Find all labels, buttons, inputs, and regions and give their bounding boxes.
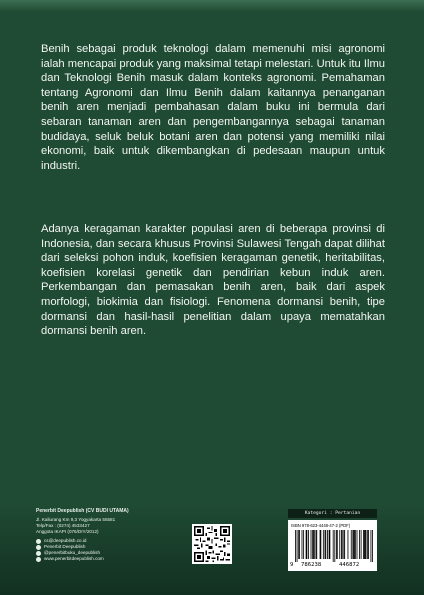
isbn-barcode bbox=[288, 520, 377, 571]
qr-code bbox=[192, 524, 232, 564]
top-band bbox=[0, 0, 424, 12]
publisher-phone: Telp/Fax : (0274) 4533427 bbox=[36, 523, 90, 528]
publisher-address: Jl. Kaliurang Km 9,3 Yogyakarta 55581 bbox=[36, 517, 116, 522]
category-label: Kategori : Pertanian bbox=[288, 509, 377, 518]
synopsis-paragraph-2: Adanya keragaman karakter populasi aren di beberapa provinsi di Indonesia, dan secara khusus Provinsi Sulawesi Tengah dapat dilihat dari seleksi pohon induk, koefisien keragaman genetik, heritabilitas, koefisien korelasi genetik dan pendirian kebun induk aren. Perkembangan dan pemasakan benih aren, baik dari aspek morfologi, biokimia dan fisiologi. Fenomena dormansi benih, tipe dormansi dan hasil-hasil penelitian dalam upaya mematahkan dormansi benih aren. bbox=[41, 223, 385, 338]
publisher-info bbox=[36, 508, 186, 562]
instagram-icon bbox=[36, 551, 41, 556]
synopsis-paragraph-1: Benih sebagai produk teknologi dalam memenuhi misi agronomi ialah mencapai produk yang maksimal tetapi melestari. Untuk itu Ilmu dan Teknologi Benih masuk dalam konteks agronomi. Pemahaman tentang Agronomi dan Ilmu Benih dalam kaitannya penanganan benih aren menjadi pembahasan dalam buku ini bermula dari sebaran tanaman aren dan pengembangannya sebagai tanaman budidaya, seluk beluk botani aren dan potensi yang memiliki nilai ekonomi, baik untuk dikembangkan di pedesaan maupun untuk industri. bbox=[41, 43, 385, 172]
globe-icon bbox=[36, 557, 41, 562]
facebook-icon bbox=[36, 545, 41, 550]
publisher-instagram: @penerbitbuku_deepublish bbox=[44, 550, 101, 555]
isbn-label: ISBN 978-623-4448-47-2 (PDF) bbox=[291, 523, 351, 528]
publisher-website: www.penerbitdeepublish.com bbox=[44, 556, 104, 561]
isbn-group-2: 446872 bbox=[339, 562, 360, 568]
publisher-name: Penerbit Deepublish (CV BUDI UTAMA) bbox=[36, 508, 129, 514]
publisher-facebook: Penerbit Deepublish bbox=[44, 544, 86, 549]
isbn-digit-first: 9 bbox=[290, 562, 294, 568]
email-icon bbox=[36, 539, 41, 544]
isbn-group-1: 786238 bbox=[301, 562, 322, 568]
publisher-email: cs@deepublish.co.id bbox=[44, 538, 87, 543]
publisher-member: Anggota IKAPI (076/DIY/2012) bbox=[36, 529, 99, 534]
barcode-bars bbox=[295, 530, 373, 562]
